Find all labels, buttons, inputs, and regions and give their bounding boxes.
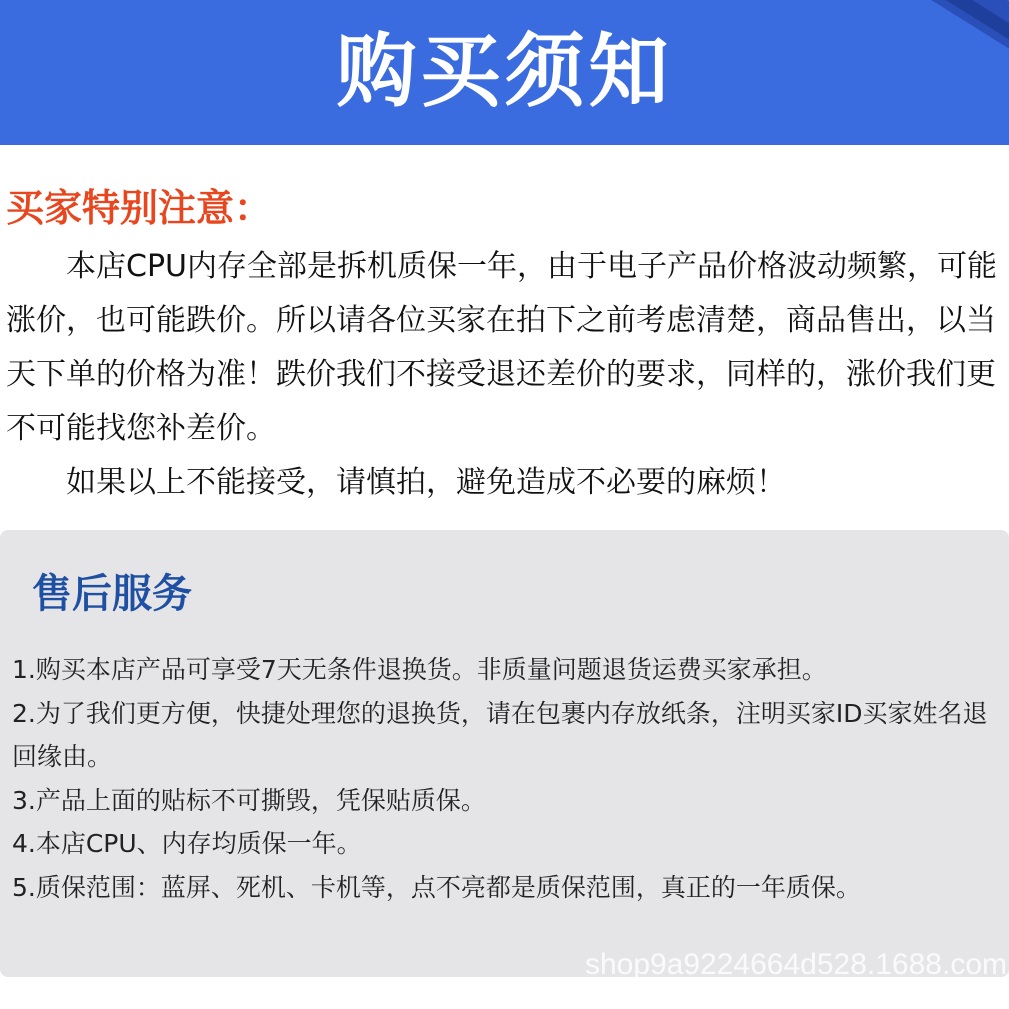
list-item: 4.本店CPU、内存均质保一年。 (12, 829, 362, 858)
notice-paragraph: 如果以上不能接受，请慎拍，避免造成不必要的麻烦！ (66, 465, 786, 500)
after-sales-list (12, 648, 997, 909)
list-item: 3.产品上面的贴标不可撕毁，凭保贴质保。 (12, 785, 486, 815)
shop-watermark: shop9a9224664d528.1688.com (584, 948, 1007, 981)
page-title: 购买须知 (336, 25, 673, 118)
list-item: 2.为了我们更方便，快捷处理您的退换货，请在包裹内存放纸条，注明买家ID买家姓名退回缘由。 (12, 698, 988, 771)
after-sales-section (0, 530, 1009, 977)
list-item: 1.购买本店产品可享受7天无条件退换货。非质量问题退货运费买家承担。 (12, 655, 827, 684)
list-item: 5.质保范围：蓝屏、死机、卡机等，点不亮都是质保范围，真正的一年质保。 (12, 872, 861, 902)
notice-paragraph: 本店CPU内存全部是拆机质保一年，由于电子产品价格波动频繁，可能涨价，也可能跌价。所以请各位买家在拍下之前考虑清楚，商品售出，以当天下单的价格为准！跌价我们不接受退还差价的要求，同样的，涨价我们更不可能找您补差价。 (6, 249, 997, 446)
buyer-notice-heading: 买家特别注意： (6, 186, 273, 230)
buyer-notice-section (6, 178, 1006, 510)
after-sales-heading: 售后服务 (32, 571, 192, 617)
header-banner (0, 0, 1009, 145)
buyer-notice-body (6, 240, 1006, 510)
